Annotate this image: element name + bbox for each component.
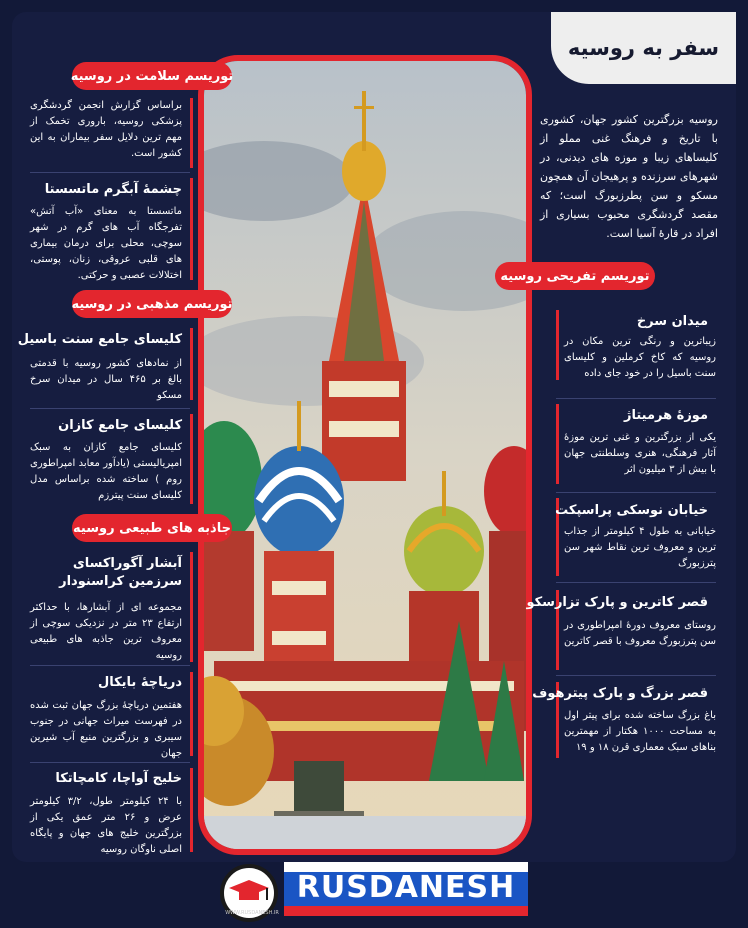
red-square-title: میدان سرخ [636, 314, 708, 329]
nevsky-title: خیابان نوسکی پراسپکت [555, 503, 708, 518]
divider [556, 398, 716, 399]
divider [556, 675, 716, 676]
baikal-text: هفتمین دریاچهٔ بزرگ جهان ثبت شده در فهرست میراث جهانی در جنوب سیبری و بزرگترین منبع آب شیرین جهان [30, 700, 182, 759]
matsesta-text: ماتسستا به معنای «آب آتش» تفرجگاه آب های گرم در شهر سوچی، محلی برای درمان بیماری های قلبی عروقی، زنان، پوستی، اختلالات عصبی و حرکتی. [30, 206, 182, 281]
divider [556, 492, 716, 493]
catherine-palace-text: روستای معروف دورهٔ امپراطوری در سن پترزبورگ معروف با قصر کاترین [564, 620, 716, 647]
flag-stripe-red [284, 906, 528, 916]
cathedral-photo [198, 55, 532, 855]
health-tourism-pill: توریسم سلامت در روسیه [72, 62, 232, 90]
nevsky-text: خیابانی به طول ۴ کیلومتر از جذاب ترین و معروف ترین نقاط شهر سن پترزبورگ [564, 526, 716, 569]
title-card [551, 12, 736, 84]
logo-wordmark: RUSDANESH [296, 870, 516, 905]
accent-bar [190, 552, 193, 662]
kazan-text: کلیسای جامع کازان به سبک امپریالیستی (یادآور معابد امپراطوری روم ) ساخته شده براساس مدل کلیسای سنت پیترزم [30, 442, 182, 501]
peterhof-text: باغ بزرگ ساخته شده برای پیتر اول به مساحت ۱۰۰۰ هکتار از مهمترین بناهای سبک معماری قرن ۱۸ و ۱۹ [564, 710, 716, 753]
saint-basil-title: کلیسای جامع سنت باسیل [17, 332, 182, 347]
avacha-bay-title: خلیج آواچا، کامچاتکا [55, 771, 182, 786]
baikal-title: دریاچهٔ بایکال [97, 675, 182, 690]
logo-url: WWW.RUSDANESH.IR [225, 910, 279, 916]
intro-text: روسیه بزرگترین کشور جهان، کشوری با تاریخ و فرهنگ غنی مملو از کلیساهای زیبا و موزه های دیدنی، در شهرهای سرزنده و پرهیجان آن همچون مسکو و سن پطرزبورگ است؛ که مقصد گردشگری محبوب بسیاری از افراد در قارهٔ آسیا است. [540, 113, 718, 240]
saint-basil-text: از نمادهای کشور روسیه با قدمتی بالغ بر ۴۶۵ سال در میدان سرخ مسکو [30, 358, 182, 401]
avacha-bay-text: با ۲۴ کیلومتر طول، ۳/۲ کیلومتر عرض و ۲۶ متر عمق یکی از بزرگترین خلیج های جهان و پایگاه اصلی ناوگان روسیه [30, 796, 182, 855]
saint-basil-cathedral-illustration [204, 61, 526, 849]
page-title: سفر به روسیه [567, 36, 720, 60]
accent-bar [190, 768, 193, 852]
divider [30, 172, 190, 173]
leisure-tourism-pill: توریسم تفریحی روسیه [495, 262, 655, 290]
divider [30, 408, 190, 409]
accent-bar [190, 414, 193, 504]
accent-bar [190, 98, 193, 168]
hermitage-title: موزهٔ هرمیتاژ [623, 408, 708, 423]
catherine-palace-title: قصر کاترین و پارک تزارسکو [526, 595, 708, 610]
peterhof-title: قصر بزرگ و پارک پیترهوف [532, 686, 708, 701]
accent-bar [556, 404, 559, 484]
matsesta-title: چشمهٔ آبگرم ماتسستا [44, 182, 182, 197]
divider [30, 665, 190, 666]
hermitage-text: یکی از بزرگترین و غنی ترین موزهٔ آثار فرهنگی، هنری وسلطنتی جهان با بیش از ۳ میلیون اثر [564, 432, 716, 475]
accent-bar [556, 310, 559, 380]
nature-attractions-pill: جاذبه های طبیعی روسیه [72, 514, 232, 542]
red-square-text: زیباترین و رنگی ترین مکان در روسیه که کاخ کرملین و کلیسای سنت باسیل را در خود جای داده [564, 336, 716, 379]
agura-falls-text: مجموعه ای از آبشارها، با حداکثر ارتفاع ۲۳ متر در نزدیکی سوچی از معروف ترین جاذبه های طبیعی روسیه [30, 602, 182, 661]
rusdanesh-logo [220, 862, 528, 918]
divider [556, 582, 716, 583]
agura-falls-title: آبشار آگوراکسای سرزمین کراسنودار [59, 556, 182, 589]
religious-tourism-pill: توریسم مذهبی در روسیه [72, 290, 232, 318]
accent-bar [190, 178, 193, 280]
divider [30, 762, 190, 763]
accent-bar [190, 672, 193, 756]
accent-bar [190, 328, 193, 400]
health-text: براساس گزارش انجمن گردشگری پزشکی روسیه، باروری تخمک از مهم ترین دلایل سفر بیماران به این کشور است. [30, 100, 182, 159]
kazan-title: کلیسای جامع کازان [58, 418, 182, 433]
